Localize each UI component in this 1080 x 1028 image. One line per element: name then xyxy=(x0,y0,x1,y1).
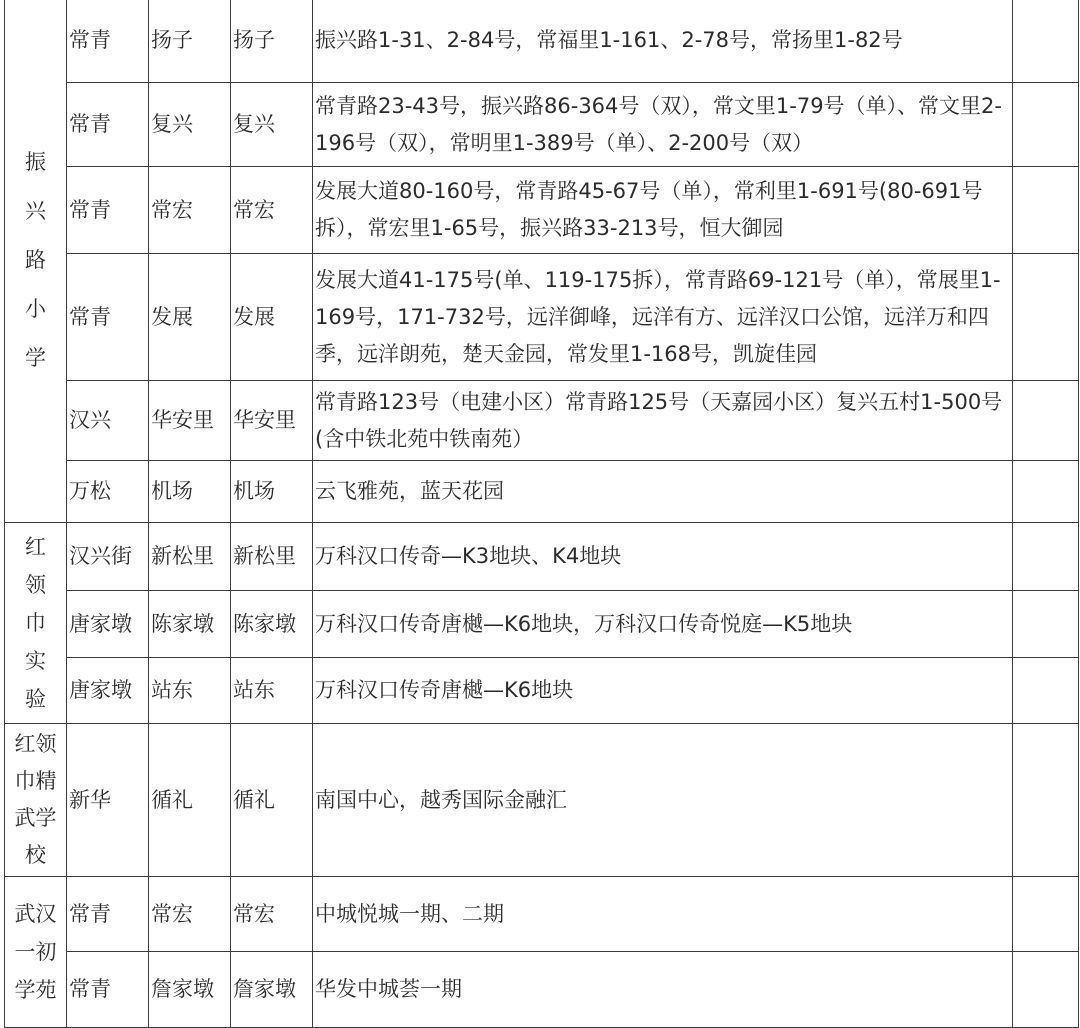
empty-cell xyxy=(1013,461,1079,523)
table-row xyxy=(5,952,1079,1028)
address-cell: 振兴路1-31、2-84号，常福里1-161、2-78号，常扬里1-82号 xyxy=(313,0,1013,83)
school-district-table xyxy=(4,0,1079,1028)
street-cell: 汉兴 xyxy=(67,381,149,461)
community-cell: 扬子 xyxy=(149,0,231,83)
school-cell xyxy=(5,877,67,1028)
grid-cell: 扬子 xyxy=(231,0,313,83)
address-cell: 南国中心，越秀国际金融汇 xyxy=(313,724,1013,877)
address-cell: 常青路23-43号，振兴路86-364号（双），常文里1-79号（单）、常文里2-196号（双），常明里1-389号（单）、2-200号（双） xyxy=(313,83,1013,167)
community-cell: 循礼 xyxy=(149,724,231,877)
table-row xyxy=(5,381,1079,461)
empty-cell xyxy=(1013,952,1079,1028)
empty-cell xyxy=(1013,83,1079,167)
community-cell: 常宏 xyxy=(149,167,231,254)
street-cell: 唐家墩 xyxy=(67,591,149,658)
grid-cell: 站东 xyxy=(231,658,313,724)
street-cell: 唐家墩 xyxy=(67,658,149,724)
address-cell: 万科汉口传奇唐樾—K6地块 xyxy=(313,658,1013,724)
street-cell: 常青 xyxy=(67,167,149,254)
table-row xyxy=(5,254,1079,381)
table-row xyxy=(5,0,1079,83)
grid-cell: 华安里 xyxy=(231,381,313,461)
table-row xyxy=(5,83,1079,167)
address-cell: 发展大道80-160号，常青路45-67号（单），常利里1-691号(80-691号拆），常宏里1-65号，振兴路33-213号，恒大御园 xyxy=(313,167,1013,254)
grid-cell: 新松里 xyxy=(231,523,313,591)
school-cell xyxy=(5,724,67,877)
grid-cell: 复兴 xyxy=(231,83,313,167)
empty-cell xyxy=(1013,658,1079,724)
community-cell: 复兴 xyxy=(149,83,231,167)
grid-cell: 机场 xyxy=(231,461,313,523)
grid-cell: 循礼 xyxy=(231,724,313,877)
street-cell: 万松 xyxy=(67,461,149,523)
community-cell: 发展 xyxy=(149,254,231,381)
table-row xyxy=(5,523,1079,591)
community-cell: 陈家墩 xyxy=(149,591,231,658)
community-cell: 机场 xyxy=(149,461,231,523)
school-cell xyxy=(5,523,67,724)
school-cell xyxy=(5,0,67,523)
street-cell: 常青 xyxy=(67,254,149,381)
table-row xyxy=(5,658,1079,724)
empty-cell xyxy=(1013,523,1079,591)
address-cell: 中城悦城一期、二期 xyxy=(313,877,1013,952)
empty-cell xyxy=(1013,591,1079,658)
table-row xyxy=(5,877,1079,952)
community-cell: 华安里 xyxy=(149,381,231,461)
address-cell: 发展大道41-175号(单、119-175拆），常青路69-121号（单），常展里1-169号，171-732号，远洋御峰，远洋有方、远洋汉口公馆，远洋万和四季，远洋朗苑，楚天金园，常发里1-168号，凯旋佳园 xyxy=(313,254,1013,381)
table-row xyxy=(5,461,1079,523)
street-cell: 常青 xyxy=(67,952,149,1028)
address-cell: 华发中城荟一期 xyxy=(313,952,1013,1028)
community-cell: 新松里 xyxy=(149,523,231,591)
address-cell: 云飞雅苑，蓝天花园 xyxy=(313,461,1013,523)
street-cell: 常青 xyxy=(67,0,149,83)
community-cell: 站东 xyxy=(149,658,231,724)
grid-cell: 詹家墩 xyxy=(231,952,313,1028)
address-cell: 常青路123号（电建小区）常青路125号（天嘉园小区）复兴五村1-500号(含中铁北苑中铁南苑） xyxy=(313,381,1013,461)
school-name: 武汉一初学苑 xyxy=(14,902,57,1002)
empty-cell xyxy=(1013,877,1079,952)
empty-cell xyxy=(1013,0,1079,83)
school-name: 振兴路小学 xyxy=(25,150,46,370)
address-cell: 万科汉口传奇—K3地块、K4地块 xyxy=(313,523,1013,591)
empty-cell xyxy=(1013,381,1079,461)
grid-cell: 常宏 xyxy=(231,167,313,254)
grid-cell: 发展 xyxy=(231,254,313,381)
street-cell: 常青 xyxy=(67,83,149,167)
grid-cell: 常宏 xyxy=(231,877,313,952)
community-cell: 常宏 xyxy=(149,877,231,952)
address-cell: 万科汉口传奇唐樾—K6地块，万科汉口传奇悦庭—K5地块 xyxy=(313,591,1013,658)
table-row xyxy=(5,167,1079,254)
grid-cell: 陈家墩 xyxy=(231,591,313,658)
school-name: 红领巾实验 xyxy=(25,535,46,711)
empty-cell xyxy=(1013,167,1079,254)
table-row xyxy=(5,724,1079,877)
empty-cell xyxy=(1013,254,1079,381)
street-cell: 新华 xyxy=(67,724,149,877)
school-name: 红领巾精武学校 xyxy=(14,732,57,867)
empty-cell xyxy=(1013,724,1079,877)
street-cell: 常青 xyxy=(67,877,149,952)
table-row xyxy=(5,591,1079,658)
street-cell: 汉兴街 xyxy=(67,523,149,591)
community-cell: 詹家墩 xyxy=(149,952,231,1028)
